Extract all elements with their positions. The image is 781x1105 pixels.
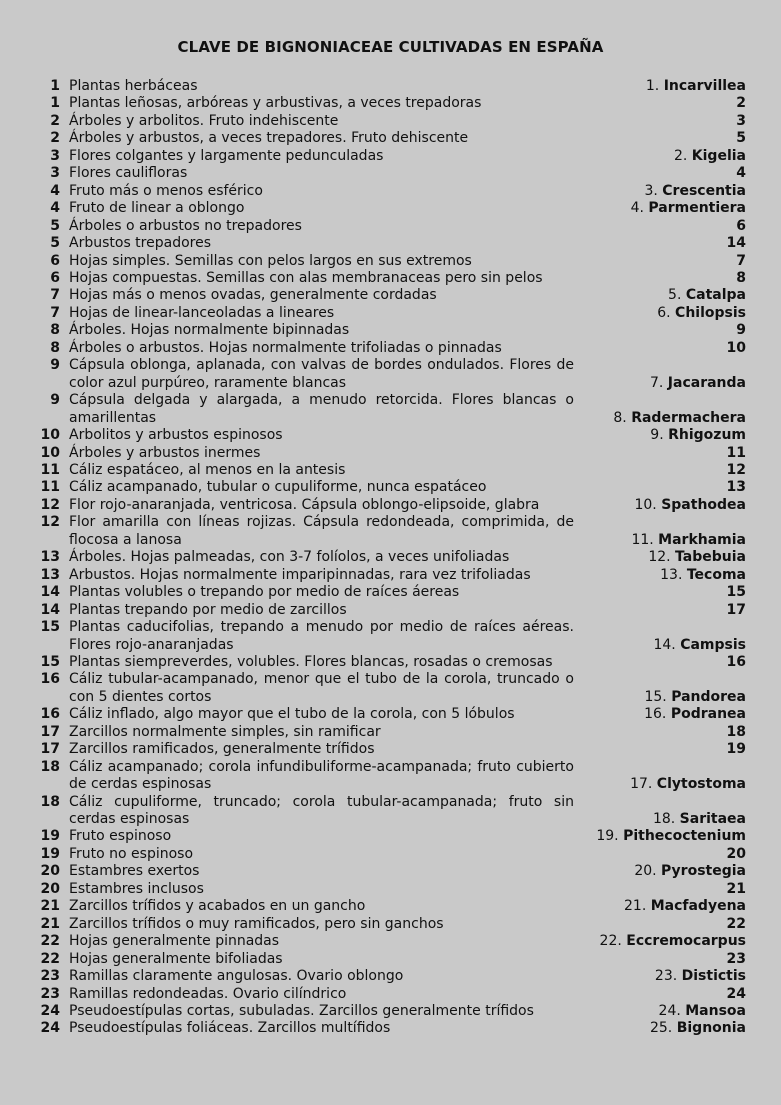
key-row [38, 584, 746, 601]
key-row [38, 445, 746, 462]
key-result [574, 951, 746, 968]
key-description: Fruto más o menos esférico [69, 182, 263, 199]
genus-name: Eccremocarpus [626, 933, 746, 950]
next-step-number: 22 [726, 915, 746, 932]
key-result [574, 375, 746, 392]
key-result [574, 986, 746, 1003]
genus-index: 2. [673, 147, 692, 164]
key-description: Flor amarilla con líneas rojizas. Cápsula redondeada, comprimida, de flocosa a lanosa [69, 514, 574, 548]
key-result [574, 287, 746, 304]
key-step-number: 14 [40, 601, 60, 618]
key-step-number: 5 [50, 235, 60, 252]
key-step-number: 10 [40, 427, 60, 444]
key-description: Flor rojo-anaranjada, ventricosa. Cápsula oblongo-elipsoide, glabra [69, 496, 540, 513]
key-row [38, 113, 746, 130]
key-step-number: 2 [50, 130, 60, 147]
key-result [574, 305, 746, 322]
key-row [38, 828, 746, 845]
genus-name: Catalpa [685, 287, 746, 304]
next-step-number: 23 [726, 950, 746, 967]
key-step-number: 11 [40, 461, 60, 478]
key-step-number: 24 [40, 1003, 60, 1020]
genus-name: Radermachera [631, 409, 746, 426]
key-description: Hojas compuestas. Semillas con alas membranaceas pero sin pelos [69, 269, 543, 286]
key-step-number: 16 [40, 706, 60, 723]
genus-name: Incarvillea [663, 78, 746, 94]
key-step-number: 23 [40, 968, 60, 985]
key-result [574, 828, 746, 845]
key-result [574, 445, 746, 462]
next-step-number: 5 [736, 130, 746, 147]
key-result [574, 549, 746, 566]
key-description: Árboles y arbustos inermes [69, 444, 261, 461]
key-result [574, 637, 746, 654]
key-row [38, 497, 746, 514]
genus-name: Bignonia [676, 1020, 746, 1037]
key-description: Zarcillos ramificados, generalmente trífidos [69, 741, 375, 758]
key-result [574, 916, 746, 933]
key-description: Árboles y arbolitos. Fruto indehiscente [69, 112, 339, 129]
key-description: Árboles o arbustos. Hojas normalmente trifoliadas o pinnadas [69, 339, 502, 356]
key-result [574, 479, 746, 496]
key-result [574, 881, 746, 898]
key-result [574, 689, 746, 706]
key-row [38, 514, 746, 549]
genus-name: Pithecoctenium [623, 828, 746, 845]
genus-name: Clytostoma [656, 776, 746, 793]
key-step-number: 17 [40, 723, 60, 740]
key-result [574, 863, 746, 880]
next-step-number: 12 [726, 461, 746, 478]
key-description: Plantas leñosas, arbóreas y arbustivas, a veces trepadoras [69, 95, 482, 112]
key-description: Arbustos. Hojas normalmente imparipinnadas, rara vez trifoliadas [69, 566, 531, 583]
genus-index: 25. [649, 1020, 677, 1037]
key-result [574, 78, 746, 95]
key-description: Estambres exertos [69, 863, 200, 880]
key-description: Árboles y arbustos, a veces trepadores. Fruto dehiscente [69, 130, 469, 147]
genus-index: 19. [596, 828, 624, 845]
next-step-number: 15 [726, 584, 746, 601]
key-step-number: 15 [40, 619, 60, 636]
genus-name: Spathodea [661, 496, 746, 513]
genus-name: Crescentia [662, 182, 746, 199]
next-step-number: 11 [726, 444, 746, 461]
next-step-number: 6 [736, 217, 746, 234]
next-step-number: 9 [736, 322, 746, 339]
genus-name: Rhigozum [668, 427, 746, 444]
key-result [574, 462, 746, 479]
next-step-number: 24 [726, 985, 746, 1002]
key-step-number: 20 [40, 880, 60, 897]
key-description: Plantas caducifolias, trepando a menudo por medio de raíces aéreas. Flores rojo-anaranjadas [69, 619, 574, 653]
genus-index: 24. [658, 1003, 686, 1020]
key-step-number: 16 [40, 671, 60, 688]
key-step-number: 15 [40, 653, 60, 670]
key-step-number: 20 [40, 863, 60, 880]
next-step-number: 13 [726, 479, 746, 496]
key-step-number: 6 [50, 252, 60, 269]
key-step-number: 12 [40, 514, 60, 531]
key-row [38, 479, 746, 496]
key-row [38, 916, 746, 933]
key-result [574, 933, 746, 950]
key-result [574, 811, 746, 828]
genus-index: 17. [630, 776, 657, 793]
next-step-number: 8 [736, 269, 746, 286]
key-description: Cáliz inflado, algo mayor que el tubo de la corola, con 5 lóbulos [69, 706, 515, 723]
genus-index: 15. [644, 688, 672, 705]
key-description: Árboles. Hojas palmeadas, con 3-7 folíolos, a veces unifoliadas [69, 549, 510, 566]
key-description: Hojas simples. Semillas con pelos largos en sus extremos [69, 252, 472, 269]
key-description: Pseudoestípulas foliáceas. Zarcillos multífidos [69, 1020, 391, 1037]
key-row [38, 1003, 746, 1020]
identification-key [38, 78, 746, 1038]
key-step-number: 14 [40, 584, 60, 601]
key-step-number: 23 [40, 985, 60, 1002]
key-description: Cápsula delgada y alargada, a menudo retorcida. Flores blancas o amarillentas [69, 392, 574, 426]
key-step-number: 13 [40, 566, 60, 583]
key-row [38, 78, 746, 95]
key-description: Plantas trepando por medio de zarcillos [69, 601, 347, 618]
key-result [574, 968, 746, 985]
next-step-number: 16 [726, 653, 746, 670]
key-result [574, 130, 746, 147]
genus-name: Chilopsis [675, 304, 746, 321]
key-row [38, 549, 746, 566]
key-row [38, 130, 746, 147]
key-step-number: 6 [50, 269, 60, 286]
key-row [38, 794, 746, 829]
key-result [574, 165, 746, 182]
key-description: Ramillas claramente angulosas. Ovario oblongo [69, 968, 404, 985]
genus-index: 20. [634, 863, 662, 880]
key-result [574, 584, 746, 601]
genus-name: Tabebuia [675, 549, 746, 566]
next-step-number: 4 [736, 165, 746, 182]
key-description: Hojas generalmente bifoliadas [69, 950, 283, 967]
key-description: Flores caulifloras [69, 165, 188, 182]
next-step-number: 3 [736, 112, 746, 129]
key-row [38, 968, 746, 985]
key-step-number: 8 [50, 322, 60, 339]
key-row [38, 567, 746, 584]
genus-index: 12. [648, 549, 676, 566]
key-row [38, 148, 746, 165]
key-step-number: 1 [50, 78, 60, 94]
genus-index: 21. [624, 898, 651, 915]
genus-index: 4. [630, 200, 649, 217]
key-step-number: 8 [50, 339, 60, 356]
key-step-number: 12 [40, 496, 60, 513]
key-description: Zarcillos normalmente simples, sin ramificar [69, 723, 381, 740]
genus-index: 23. [654, 968, 682, 985]
next-step-number: 18 [726, 723, 746, 740]
key-row [38, 863, 746, 880]
key-row [38, 986, 746, 1003]
genus-name: Distictis [681, 968, 746, 985]
key-step-number: 21 [40, 898, 60, 915]
next-step-number: 14 [726, 235, 746, 252]
key-row [38, 759, 746, 794]
key-row [38, 322, 746, 339]
key-row [38, 933, 746, 950]
key-result [574, 497, 746, 514]
key-result [574, 741, 746, 758]
genus-index: 1. [645, 78, 664, 94]
genus-index: 7. [649, 374, 668, 391]
key-result [574, 183, 746, 200]
genus-name: Macfadyena [650, 898, 746, 915]
key-result [574, 340, 746, 357]
key-row [38, 218, 746, 235]
key-description: Arbolitos y arbustos espinosos [69, 427, 283, 444]
key-step-number: 18 [40, 793, 60, 810]
genus-name: Pandorea [671, 688, 746, 705]
key-result [574, 95, 746, 112]
key-description: Cáliz acampanado, tubular o cupuliforme, nunca espatáceo [69, 479, 487, 496]
next-step-number: 19 [726, 741, 746, 758]
key-step-number: 17 [40, 741, 60, 758]
key-row [38, 287, 746, 304]
key-step-number: 18 [40, 758, 60, 775]
key-row [38, 654, 746, 671]
key-description: Cáliz espatáceo, al menos en la antesis [69, 461, 346, 478]
genus-index: 9. [650, 427, 669, 444]
genus-name: Jacaranda [667, 374, 746, 391]
key-step-number: 4 [50, 200, 60, 217]
key-step-number: 4 [50, 182, 60, 199]
key-result [574, 846, 746, 863]
key-row [38, 462, 746, 479]
genus-name: Kigelia [691, 147, 746, 164]
genus-name: Campsis [680, 636, 746, 653]
key-step-number: 7 [50, 287, 60, 304]
genus-index: 13. [660, 566, 687, 583]
key-description: Pseudoestípulas cortas, subuladas. Zarcillos generalmente trífidos [69, 1003, 534, 1020]
key-result [574, 427, 746, 444]
key-description: Plantas siempreverdes, volubles. Flores blancas, rosadas o cremosas [69, 653, 553, 670]
next-step-number: 20 [726, 845, 746, 862]
key-step-number: 5 [50, 217, 60, 234]
key-result [574, 898, 746, 915]
key-result [574, 113, 746, 130]
genus-index: 3. [644, 182, 663, 199]
key-step-number: 11 [40, 479, 60, 496]
key-row [38, 392, 746, 427]
key-step-number: 19 [40, 828, 60, 845]
genus-name: Markhamia [658, 531, 746, 548]
key-result [574, 706, 746, 723]
genus-index: 18. [652, 811, 680, 828]
next-step-number: 7 [736, 252, 746, 269]
key-step-number: 2 [50, 112, 60, 129]
key-step-number: 13 [40, 549, 60, 566]
key-description: Hojas de linear-lanceoladas a lineares [69, 304, 335, 321]
key-row [38, 427, 746, 444]
key-description: Cápsula oblonga, aplanada, con valvas de bordes ondulados. Flores de color azul purpúreo, raramente blancas [69, 357, 574, 391]
key-row [38, 200, 746, 217]
key-row [38, 95, 746, 112]
key-description: Árboles. Hojas normalmente bipinnadas [69, 322, 350, 339]
key-row [38, 846, 746, 863]
key-result [574, 567, 746, 584]
key-description: Flores colgantes y largamente pedunculadas [69, 147, 384, 164]
key-description: Plantas herbáceas [69, 78, 198, 94]
key-result [574, 1020, 746, 1037]
genus-index: 11. [631, 531, 659, 548]
genus-index: 10. [634, 496, 662, 513]
key-description: Plantas volubles o trepando por medio de raíces áereas [69, 584, 460, 601]
key-result [574, 322, 746, 339]
key-row [38, 305, 746, 322]
genus-index: 5. [668, 287, 686, 304]
key-step-number: 10 [40, 444, 60, 461]
key-description: Cáliz tubular-acampanado, menor que el tubo de la corola, truncado o con 5 dientes cortos [69, 671, 574, 705]
key-result [574, 654, 746, 671]
key-description: Hojas más o menos ovadas, generalmente cordadas [69, 287, 437, 304]
genus-index: 6. [657, 304, 676, 321]
key-description: Fruto no espinoso [69, 845, 194, 862]
key-step-number: 21 [40, 915, 60, 932]
key-row [38, 898, 746, 915]
key-result [574, 532, 746, 549]
key-step-number: 22 [40, 933, 60, 950]
key-result [574, 270, 746, 287]
genus-name: Tecoma [686, 566, 746, 583]
genus-name: Saritaea [679, 811, 746, 828]
key-row [38, 724, 746, 741]
genus-name: Parmentiera [648, 200, 746, 217]
next-step-number: 2 [736, 95, 746, 112]
genus-index: 14. [653, 636, 681, 653]
key-step-number: 1 [50, 95, 60, 112]
key-row [38, 881, 746, 898]
key-description: Ramillas redondeadas. Ovario cilíndrico [69, 985, 347, 1002]
key-description: Zarcillos trífidos y acabados en un gancho [69, 898, 366, 915]
key-result [574, 410, 746, 427]
key-description: Zarcillos trífidos o muy ramificados, pero sin ganchos [69, 915, 444, 932]
key-step-number: 3 [50, 165, 60, 182]
genus-index: 16. [644, 706, 671, 723]
genus-name: Pyrostegia [661, 863, 746, 880]
key-result [574, 602, 746, 619]
key-row [38, 706, 746, 723]
key-row [38, 253, 746, 270]
key-description: Árboles o arbustos no trepadores [69, 217, 302, 234]
next-step-number: 21 [726, 880, 746, 897]
key-row [38, 340, 746, 357]
key-description: Hojas generalmente pinnadas [69, 933, 280, 950]
key-step-number: 19 [40, 845, 60, 862]
genus-index: 22. [599, 933, 627, 950]
key-row [38, 165, 746, 182]
key-row [38, 741, 746, 758]
key-row [38, 602, 746, 619]
key-result [574, 253, 746, 270]
key-step-number: 22 [40, 950, 60, 967]
next-step-number: 17 [726, 601, 746, 618]
key-description: Cáliz acampanado; corola infundibuliforme-acampanada; fruto cubierto de cerdas espinosas [69, 758, 574, 793]
genus-index: 8. [613, 409, 632, 426]
key-row [38, 619, 746, 654]
key-row [38, 270, 746, 287]
key-step-number: 3 [50, 147, 60, 164]
key-row [38, 671, 746, 706]
key-step-number: 9 [50, 392, 60, 409]
key-description: Cáliz cupuliforme, truncado; corola tubular-acampanada; fruto sin cerdas espinosas [69, 793, 574, 828]
key-description: Fruto de linear a oblongo [69, 200, 245, 217]
key-result [574, 776, 746, 793]
next-step-number: 10 [726, 339, 746, 356]
key-step-number: 24 [40, 1020, 60, 1037]
key-row [38, 357, 746, 392]
key-result [574, 218, 746, 235]
key-step-number: 9 [50, 357, 60, 374]
key-row [38, 951, 746, 968]
key-result [574, 148, 746, 165]
key-description: Estambres inclusos [69, 880, 204, 897]
genus-name: Podranea [670, 706, 746, 723]
document-title: CLAVE DE BIGNONIACEAE CULTIVADAS EN ESPAÑA [177, 38, 604, 56]
key-row [38, 235, 746, 252]
key-result [574, 1003, 746, 1020]
key-row [38, 1020, 746, 1037]
key-result [574, 724, 746, 741]
genus-name: Mansoa [685, 1003, 746, 1020]
key-result [574, 200, 746, 217]
key-description: Fruto espinoso [69, 828, 172, 845]
key-row [38, 183, 746, 200]
key-result [574, 235, 746, 252]
key-step-number: 7 [50, 304, 60, 321]
key-description: Arbustos trepadores [69, 235, 212, 252]
